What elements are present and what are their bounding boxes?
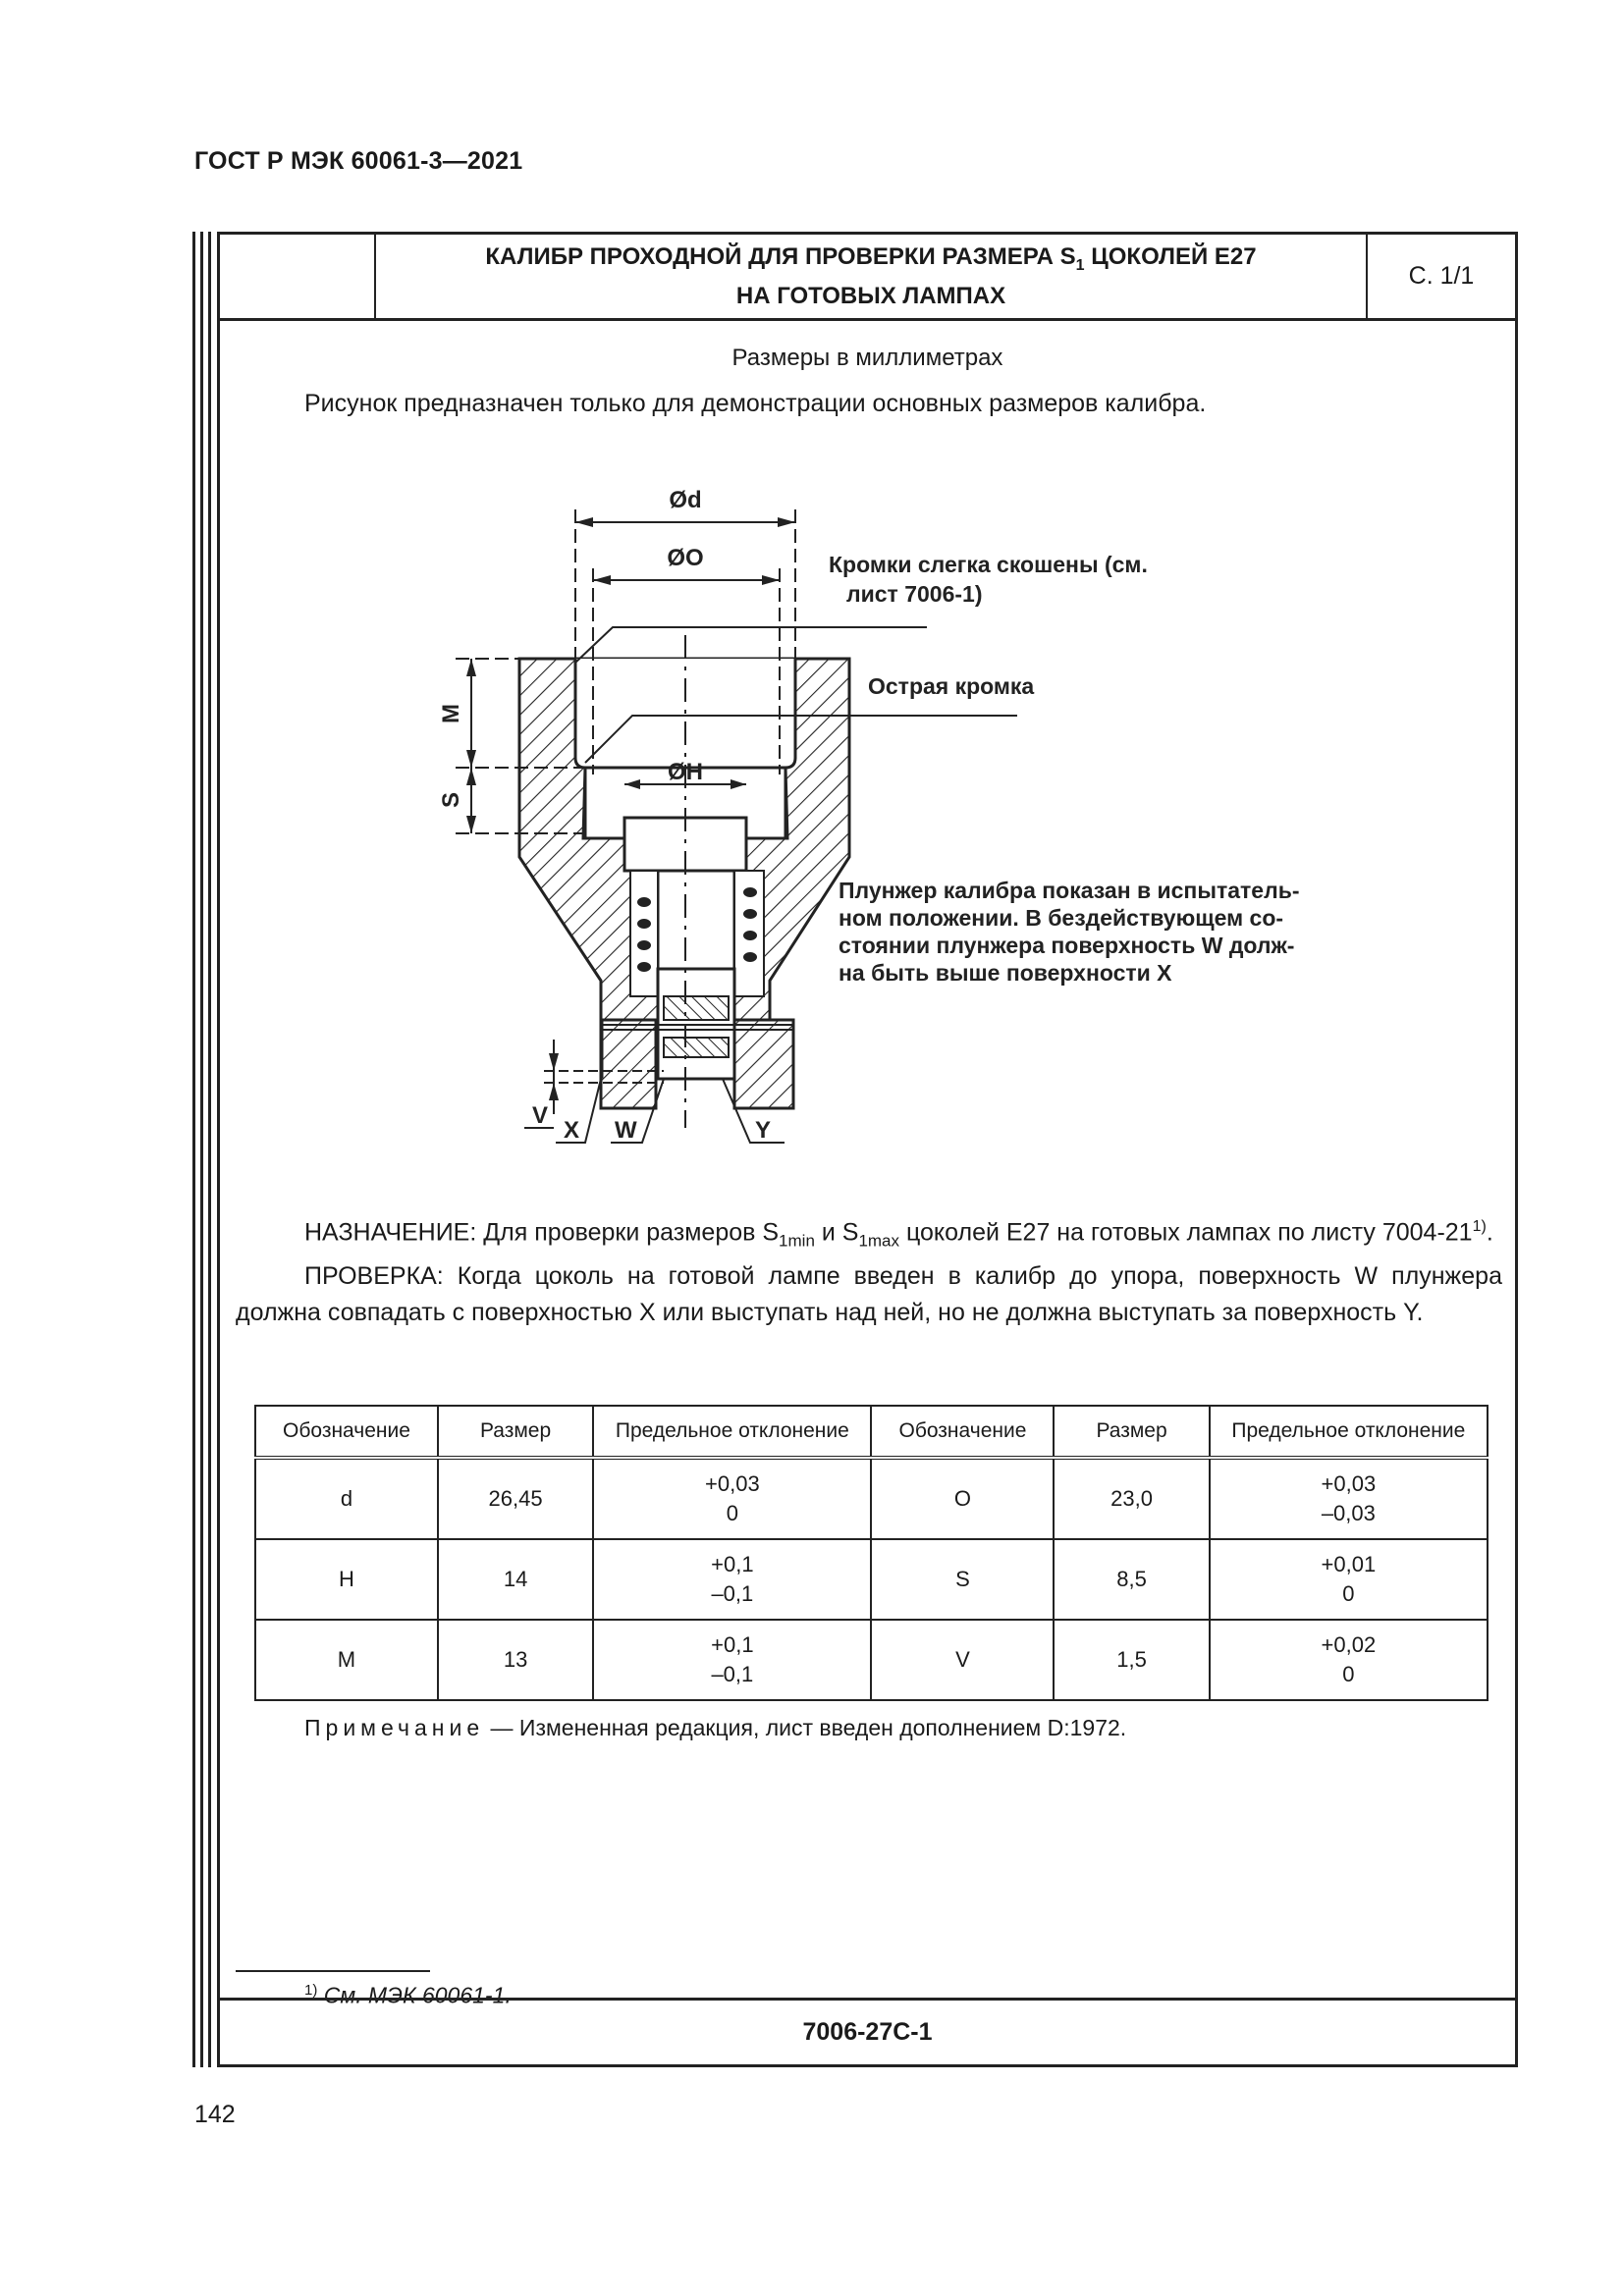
header-size: Размер bbox=[1054, 1406, 1209, 1458]
cell-tolerance bbox=[593, 1539, 871, 1620]
header-designation: Обозначение bbox=[255, 1406, 438, 1458]
sheet-title bbox=[376, 235, 1368, 318]
footnote-text: См. МЭК 60061-1. bbox=[317, 1982, 512, 2008]
header-designation: Обозначение bbox=[871, 1406, 1054, 1458]
title-subscript: 1 bbox=[1075, 256, 1085, 274]
tolerance-lower: 0 bbox=[1342, 1662, 1355, 1686]
cell-designation: V bbox=[871, 1620, 1054, 1700]
binding-bar bbox=[208, 232, 211, 2067]
purpose-paragraph bbox=[236, 1208, 1502, 1331]
sheet-code: 7006-27С-1 bbox=[220, 1998, 1515, 2064]
title-line-1-end: ЦОКОЛЕЙ Е27 bbox=[1084, 243, 1257, 271]
purpose-text: НАЗНАЧЕНИЕ: Для проверки размеров S bbox=[304, 1218, 780, 1247]
lower-sleeve-left bbox=[601, 1020, 656, 1108]
callout-plunger-2: ном положении. В бездействующем со- bbox=[839, 905, 1284, 931]
sheet-number: С. 1/1 bbox=[1408, 262, 1475, 290]
footnote-mark: 1) bbox=[304, 1982, 318, 1999]
note bbox=[304, 1715, 1126, 1741]
dim-h-label: ØH bbox=[668, 759, 703, 785]
footnote-ref: 1) bbox=[1472, 1218, 1487, 1235]
callout-sharp-edge: Острая кромка bbox=[868, 673, 1035, 699]
cell-tolerance bbox=[1210, 1620, 1488, 1700]
cell-tolerance bbox=[593, 1620, 871, 1700]
callout-plunger-4: на быть выше поверхности X bbox=[839, 960, 1172, 986]
callout-plunger-3: стоянии плунжера поверхность W долж- bbox=[839, 933, 1295, 958]
cell-tolerance bbox=[593, 1458, 871, 1539]
tolerance-lower: –0,03 bbox=[1321, 1501, 1376, 1525]
label-y: Y bbox=[755, 1117, 772, 1144]
check-paragraph: ПРОВЕРКА: Когда цоколь на готовой лампе введен в калибр до упора, поверхность W плунжера должна совпадать с поверхностью X или выступать над ней, но не должна выступать за поверхность Y. bbox=[236, 1262, 1502, 1327]
title-line-2: НА ГОТОВЫХ ЛАМПАХ bbox=[735, 282, 1006, 309]
title-blank-cell bbox=[220, 235, 376, 318]
cell-designation: S bbox=[871, 1539, 1054, 1620]
header-tolerance: Предельное отклонение bbox=[593, 1406, 871, 1458]
tolerance-lower: 0 bbox=[726, 1501, 738, 1525]
dim-o-label: ØO bbox=[667, 545, 704, 571]
cell-size: 13 bbox=[438, 1620, 593, 1700]
figure-note: Рисунок предназначен только для демонстрации основных размеров калибра. bbox=[304, 390, 1207, 417]
page-number: 142 bbox=[194, 2101, 236, 2128]
dim-s-label: S bbox=[438, 791, 464, 809]
document-header: ГОСТ Р МЭК 60061-3—2021 bbox=[194, 147, 523, 175]
table-header-row bbox=[255, 1406, 1488, 1458]
tolerance-upper: +0,03 bbox=[705, 1471, 760, 1496]
dim-m-label: M bbox=[438, 704, 464, 723]
callout-plunger-1: Плунжер калибра показан в испытатель- bbox=[839, 878, 1300, 903]
label-x: X bbox=[564, 1117, 580, 1144]
units-note: Размеры в миллиметрах bbox=[731, 345, 1003, 371]
title-line-1: КАЛИБР ПРОХОДНОЙ ДЛЯ ПРОВЕРКИ РАЗМЕРА S bbox=[485, 243, 1076, 271]
cell-size: 14 bbox=[438, 1539, 593, 1620]
cell-size: 8,5 bbox=[1054, 1539, 1209, 1620]
plunger-insert bbox=[664, 996, 729, 1020]
purpose-text: цоколей Е27 на готовых лампах по листу 7004-21 bbox=[899, 1218, 1473, 1247]
tolerance-upper: +0,01 bbox=[1321, 1552, 1377, 1576]
lower-sleeve-right bbox=[734, 1020, 793, 1108]
cell-tolerance bbox=[1210, 1458, 1488, 1539]
tolerance-upper: +0,1 bbox=[711, 1632, 754, 1657]
tolerance-upper: +0,02 bbox=[1321, 1632, 1377, 1657]
purpose-text: и S bbox=[814, 1218, 859, 1247]
tolerance-lower: –0,1 bbox=[711, 1662, 754, 1686]
sheet-frame bbox=[217, 232, 1518, 2067]
callout-edges-2: лист 7006-1) bbox=[846, 581, 983, 607]
spring-chamber bbox=[630, 871, 658, 996]
tolerance-upper: +0,1 bbox=[711, 1552, 754, 1576]
tolerance-lower: 0 bbox=[1342, 1581, 1355, 1606]
table-row bbox=[255, 1539, 1488, 1620]
dim-d-label: Ød bbox=[669, 487, 702, 513]
cell-designation: O bbox=[871, 1458, 1054, 1539]
cell-tolerance bbox=[1210, 1539, 1488, 1620]
cell-size: 23,0 bbox=[1054, 1458, 1209, 1539]
plunger-stem bbox=[658, 871, 734, 969]
callout-edges-1: Кромки слегка скошены (см. bbox=[829, 552, 1148, 577]
s1min-subscript: 1min bbox=[779, 1231, 815, 1251]
plunger-insert bbox=[664, 1038, 729, 1057]
cell-designation: d bbox=[255, 1458, 438, 1539]
binding-bar bbox=[192, 232, 195, 2067]
purpose-text: . bbox=[1486, 1218, 1493, 1247]
table-row bbox=[255, 1620, 1488, 1700]
table-row bbox=[255, 1458, 1488, 1539]
cell-designation: M bbox=[255, 1620, 438, 1700]
header-size: Размер bbox=[438, 1406, 593, 1458]
cell-size: 1,5 bbox=[1054, 1620, 1209, 1700]
note-label: Примечание bbox=[304, 1715, 485, 1740]
dim-v-label: V bbox=[532, 1102, 549, 1129]
header-tolerance: Предельное отклонение bbox=[1210, 1406, 1488, 1458]
note-text: — Измененная редакция, лист введен дополнением D:1972. bbox=[484, 1715, 1127, 1740]
cell-size: 26,45 bbox=[438, 1458, 593, 1539]
cell-designation: H bbox=[255, 1539, 438, 1620]
tolerance-lower: –0,1 bbox=[711, 1581, 754, 1606]
label-w: W bbox=[615, 1117, 637, 1144]
tolerance-upper: +0,03 bbox=[1321, 1471, 1377, 1496]
dimensions-table bbox=[254, 1405, 1489, 1701]
footnote-divider bbox=[236, 1970, 430, 1972]
s1max-subscript: 1max bbox=[858, 1231, 900, 1251]
binding-bar bbox=[200, 232, 203, 2067]
title-row bbox=[220, 235, 1515, 321]
